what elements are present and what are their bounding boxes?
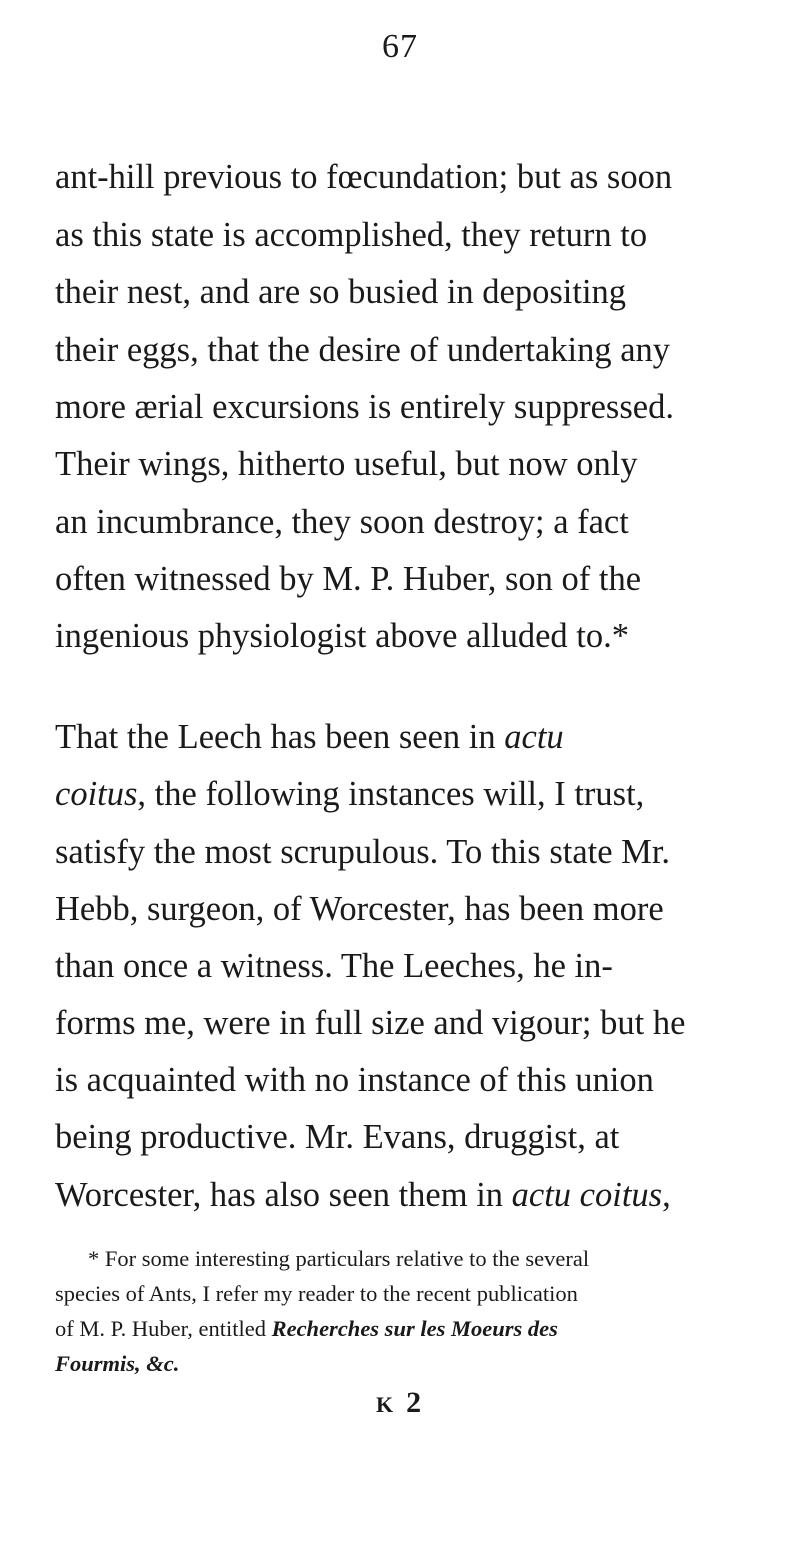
italic-run: coitus [55,775,138,813]
text-run: is acquainted with no instance of this union [55,1061,654,1099]
body-line [55,447,755,482]
text-run: satisfy the most scrupulous. To this state Mr. [55,833,671,871]
text-run: often witnessed by M. P. Huber, son of the [55,560,642,598]
body-line [55,720,755,755]
body-line [55,390,755,425]
footnote-line [55,1353,755,1376]
text-run: Worcester, has also seen them in [55,1176,512,1214]
body-line [55,1178,755,1213]
text-run: Their wings, hitherto useful, but now only [55,445,638,483]
body-line [55,1063,755,1098]
italic-run: actu coitus [511,1176,663,1214]
text-run: forms me, were in full size and vigour; but he [55,1004,686,1042]
text-run: than once a witness. The Leeches, he in- [55,947,613,985]
text-run: as this state is accomplished, they return to [55,216,648,254]
body-line [55,562,755,597]
footnote-line [88,1248,788,1271]
body-line [55,1006,755,1041]
text-run: Hebb, surgeon, of Worcester, has been more [55,890,664,928]
text-run: * For some interesting particulars relative to the several [88,1246,590,1271]
text-run: being productive. Mr. Evans, druggist, at [55,1118,620,1156]
body-line [55,619,755,654]
text-run: of M. P. Huber, entitled [55,1316,272,1341]
signature-letter: K [375,1392,397,1417]
page-number: 67 [382,28,418,65]
text-run: , [662,1176,671,1214]
body-line [55,1120,755,1155]
text-run: ingenious physiologist above alluded to.* [55,617,629,655]
text-run: their eggs, that the desire of undertaking any [55,331,671,369]
body-line [55,835,755,870]
body-line [55,218,755,253]
text-run: , the following instances will, I trust, [137,775,645,813]
footnote-line [55,1318,755,1341]
body-line [55,160,755,195]
text-run: That the Leech has been seen in [55,718,505,756]
italic-run: Recherches sur les Moeurs des [271,1316,558,1341]
body-line [55,505,755,540]
text-run: an incumbrance, they soon destroy; a fact [55,503,629,541]
signature-number: 2 [406,1386,425,1419]
signature-mark [0,1386,800,1420]
body-line [55,777,755,812]
body-line [55,892,755,927]
body-line [55,949,755,984]
italic-run: Fourmis, &c. [55,1351,180,1376]
footnote-line [55,1283,755,1306]
text-run: more ærial excursions is entirely suppressed. [55,388,674,426]
body-line [55,333,755,368]
text-run: their nest, and are so busied in depositing [55,273,627,311]
italic-run: actu [504,718,564,756]
body-line [55,275,755,310]
text-run: ant-hill previous to fœcundation; but as soon [55,158,673,196]
text-run: species of Ants, I refer my reader to the recent publication [55,1281,578,1306]
